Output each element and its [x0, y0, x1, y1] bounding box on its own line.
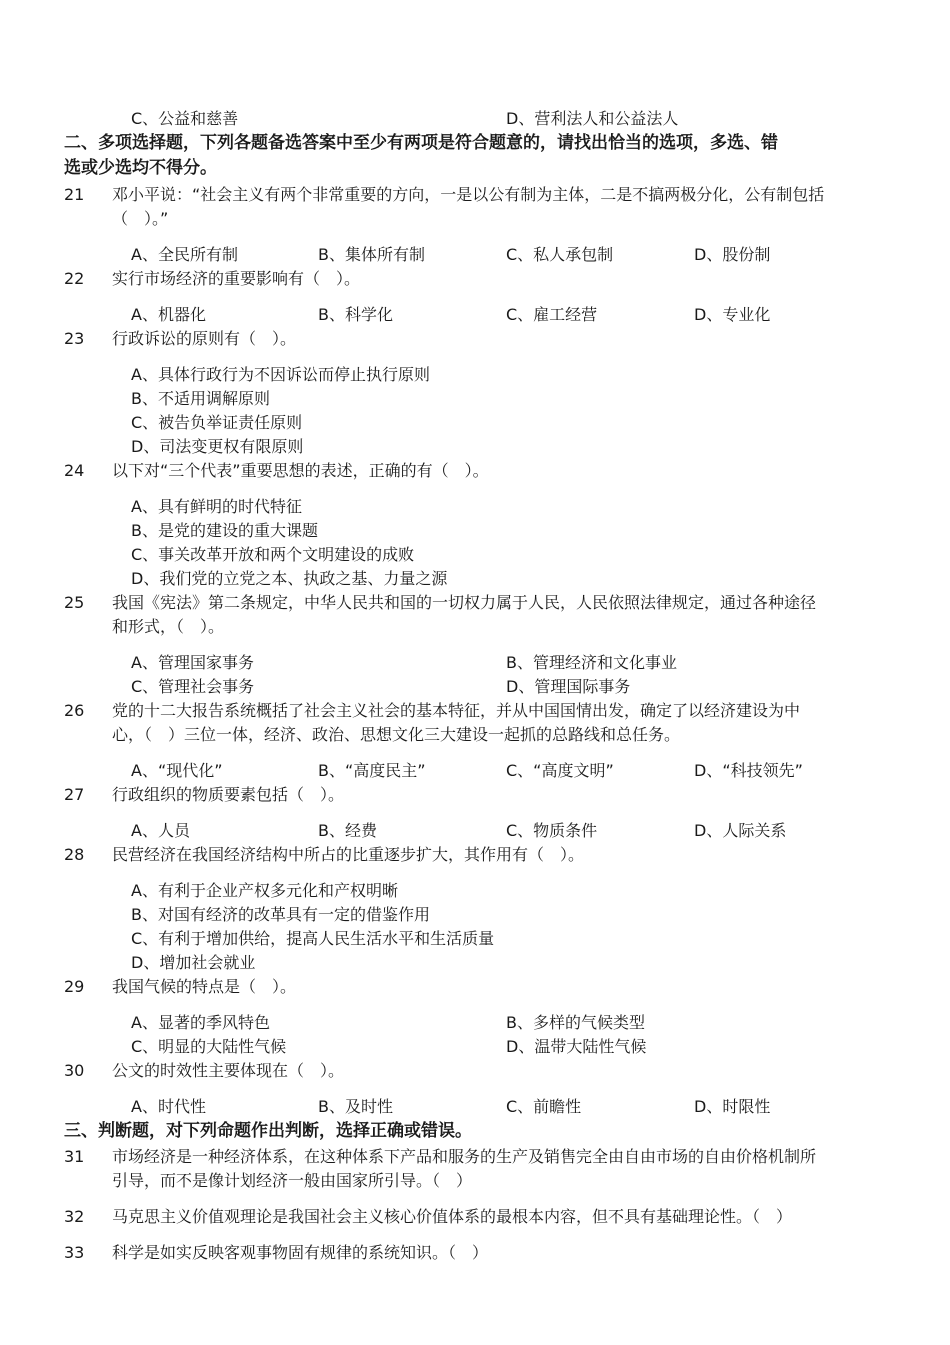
option-c[interactable]: C、私人承包制	[506, 245, 614, 264]
option-b[interactable]: B、是党的建设的重大课题	[131, 521, 318, 540]
option-b[interactable]: B、及时性	[318, 1097, 393, 1116]
question-stem: 党的十二大报告系统概括了社会主义社会的基本特征，并从中国国情出发，确定了以经济建设为中	[112, 701, 801, 720]
option-c[interactable]: C、雇工经营	[506, 305, 598, 324]
option-b[interactable]: B、管理经济和文化事业	[506, 653, 677, 672]
option-a[interactable]: A、“现代化”	[131, 761, 223, 780]
question-stem: 民营经济在我国经济结构中所占的比重逐步扩大，其作用有（ ）。	[112, 845, 585, 864]
question-number: 30	[64, 1061, 85, 1080]
option-d[interactable]: D、管理国际事务	[506, 677, 631, 696]
question-number: 24	[64, 461, 85, 480]
option-d[interactable]: D、增加社会就业	[131, 953, 256, 972]
option-b[interactable]: B、经费	[318, 821, 377, 840]
section2-heading-line2: 选或少选均不得分。	[64, 158, 217, 178]
question-number: 28	[64, 845, 85, 864]
option-b[interactable]: B、科学化	[318, 305, 393, 324]
option-a[interactable]: A、显著的季风特色	[131, 1013, 270, 1032]
question-stem: 实行市场经济的重要影响有（ ）。	[112, 269, 361, 288]
option-c[interactable]: C、管理社会事务	[131, 677, 255, 696]
question-stem: 行政组织的物质要素包括（ ）。	[112, 785, 345, 804]
option-b[interactable]: B、不适用调解原则	[131, 389, 270, 408]
option-d[interactable]: D、专业化	[694, 305, 771, 324]
option-c[interactable]: C、明显的大陆性气候	[131, 1037, 287, 1056]
option-c[interactable]: C、被告负举证责任原则	[131, 413, 303, 432]
option-d[interactable]: D、股份制	[694, 245, 771, 264]
option-c[interactable]: C、物质条件	[506, 821, 598, 840]
option-b[interactable]: B、集体所有制	[318, 245, 425, 264]
question-number: 31	[64, 1147, 85, 1166]
question-number: 26	[64, 701, 85, 720]
option-c[interactable]: C、“高度文明”	[506, 761, 614, 780]
option-b[interactable]: B、“高度民主”	[318, 761, 426, 780]
question-stem-cont: 心，（ ）三位一体，经济、政治、思想文化三大建设一起抓的总路线和总任务。	[112, 725, 681, 744]
option-a[interactable]: A、机器化	[131, 305, 206, 324]
question-stem: 市场经济是一种经济体系，在这种体系下产品和服务的生产及销售完全由自由市场的自由价格机制所	[112, 1147, 817, 1166]
option-d[interactable]: D、“科技领先”	[694, 761, 803, 780]
question-stem-cont: （ ）。”	[112, 209, 169, 228]
question-number: 29	[64, 977, 85, 996]
question-number: 25	[64, 593, 85, 612]
question-stem: 我国《宪法》第二条规定，中华人民共和国的一切权力属于人民，人民依照法律规定，通过各种途径	[112, 593, 817, 612]
question-number: 23	[64, 329, 85, 348]
question-stem: 邓小平说：“社会主义有两个非常重要的方向，一是以公有制为主体，二是不搞两极分化，公有制包括	[112, 185, 825, 204]
option-d[interactable]: D、温带大陆性气候	[506, 1037, 647, 1056]
option-c[interactable]: C、有利于增加供给，提高人民生活水平和生活质量	[131, 929, 495, 948]
prev-option-d: D、营利法人和公益法人	[506, 109, 679, 128]
question-stem: 公文的时效性主要体现在（ ）。	[112, 1061, 345, 1080]
section3-heading: 三、判断题，对下列命题作出判断，选择正确或错误。	[64, 1121, 472, 1141]
question-stem-cont: 引导，而不是像计划经济一般由国家所引导。（ ）	[112, 1171, 473, 1190]
option-a[interactable]: A、具有鲜明的时代特征	[131, 497, 302, 516]
question-stem: 科学是如实反映客观事物固有规律的系统知识。（ ）	[112, 1243, 489, 1262]
option-a[interactable]: A、时代性	[131, 1097, 206, 1116]
option-a[interactable]: A、全民所有制	[131, 245, 238, 264]
question-stem-cont: 和形式，（ ）。	[112, 617, 225, 636]
option-c[interactable]: C、事关改革开放和两个文明建设的成败	[131, 545, 415, 564]
option-a[interactable]: A、有利于企业产权多元化和产权明晰	[131, 881, 398, 900]
option-d[interactable]: D、司法变更权有限原则	[131, 437, 304, 456]
question-stem: 以下对“三个代表”重要思想的表述，正确的有（ ）。	[112, 461, 489, 480]
question-number: 33	[64, 1243, 85, 1262]
option-d[interactable]: D、我们党的立党之本、执政之基、力量之源	[131, 569, 448, 588]
option-a[interactable]: A、具体行政行为不因诉讼而停止执行原则	[131, 365, 430, 384]
question-stem: 马克思主义价值观理论是我国社会主义核心价值体系的最根本内容，但不具有基础理论性。（ ）	[112, 1207, 793, 1226]
option-a[interactable]: A、人员	[131, 821, 190, 840]
question-stem: 行政诉讼的原则有（ ）。	[112, 329, 297, 348]
option-d[interactable]: D、人际关系	[694, 821, 787, 840]
question-number: 32	[64, 1207, 85, 1226]
question-number: 22	[64, 269, 85, 288]
question-number: 21	[64, 185, 85, 204]
option-b[interactable]: B、多样的气候类型	[506, 1013, 645, 1032]
question-stem: 我国气候的特点是（ ）。	[112, 977, 297, 996]
option-a[interactable]: A、管理国家事务	[131, 653, 254, 672]
option-d[interactable]: D、时限性	[694, 1097, 771, 1116]
option-b[interactable]: B、对国有经济的改革具有一定的借鉴作用	[131, 905, 430, 924]
prev-option-c: C、公益和慈善	[131, 109, 239, 128]
section2-heading-line1: 二、多项选择题，下列各题备选答案中至少有两项是符合题意的，请找出恰当的选项，多选、错	[64, 133, 778, 153]
option-c[interactable]: C、前瞻性	[506, 1097, 582, 1116]
question-number: 27	[64, 785, 85, 804]
